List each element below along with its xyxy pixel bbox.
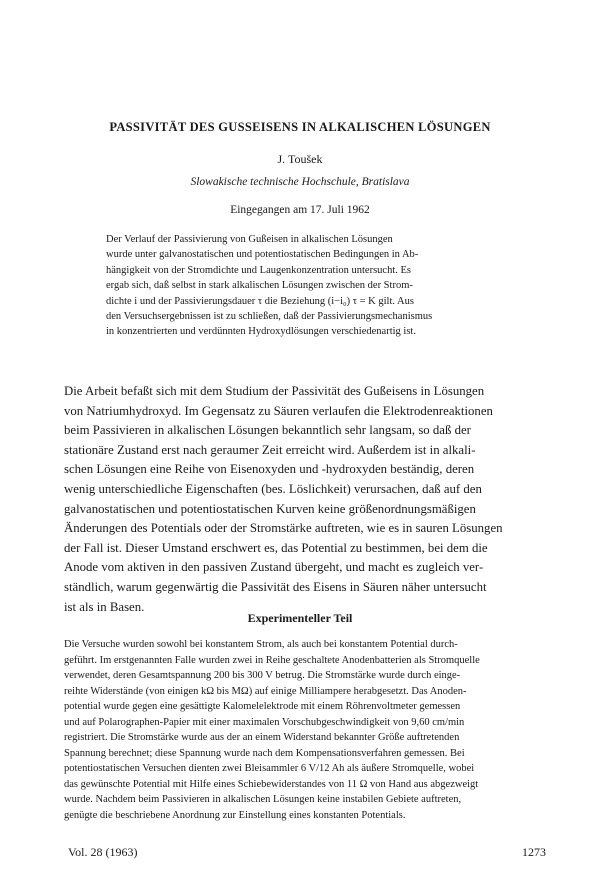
section-heading: Experimenteller Teil <box>247 611 353 625</box>
author-affiliation: Slowakische technische Hochschule, Bratislava <box>190 176 410 188</box>
intro-line: schen Lösungen eine Reihe von Eisenoxyden und -hydroxyden beständig, deren <box>64 462 475 477</box>
intro-line: Änderungen des Potentials oder der Stromstärke auftreten, wie es in sauren Lösungen <box>64 521 503 536</box>
experimental-line: das gewünschte Potential mit Hilfe eines Schiebewiderstandes von 11 Ω von Hand aus abgezweigt <box>64 778 479 790</box>
abstract-line: wurde unter galvanostatischen und potentiostatischen Bedingungen in Ab- <box>106 249 419 261</box>
abstract-line: in konzentrierten und verdünnten Hydroxydlösungen verschiedenartig ist. <box>106 326 416 338</box>
intro-line: wenig unterschiedliche Eigenschaften (bes. Löslichkeit) verursachen, daß auf den <box>64 481 482 496</box>
experimental-line: verwendet, deren Gesamtspannung 200 bis 300 V betrug. Die Stromstärke wurde durch einge- <box>64 670 461 681</box>
experimental-line: geführt. Im erstgenannten Falle wurden zwei in Reihe geschaltete Anodenbatterien als Stromquelle <box>64 654 480 666</box>
abstract-line: dichte i und der Passivierungsdauer τ die Beziehung (i−i₀) τ = K gilt. Aus <box>106 295 414 307</box>
experimental-line: wurde. Nachdem beim Passivieren in alkalischen Lösungen keine instabilen Gebiete auftreten, <box>64 794 462 805</box>
author-name: J. Toušek <box>277 152 323 166</box>
experimental-line: potential wurde gegen eine gesättigte Kalomelelektrode mit einem Röhrenvoltmeter gemessen <box>64 701 461 712</box>
intro-line: Anode vom aktiven in den passiven Zustand übergeht, und macht es zugleich ver- <box>64 560 484 575</box>
experimental-paragraph <box>64 637 568 823</box>
experimental-line: Die Versuche wurden sowohl bei konstantem Strom, als auch bei konstantem Potential durch- <box>64 639 458 650</box>
received-date: Eingegangen am 17. Juli 1962 <box>230 204 370 216</box>
intro-line: beim Passivieren in alkalischen Lösungen bekanntlich sehr langsam, so daß der <box>64 423 471 438</box>
intro-line: ständlich, warum gegenwärtig die Passivität des Eisens in Säuren näher untersucht <box>64 579 487 594</box>
intro-line: der Fall ist. Dieser Umstand erschwert es, das Potential zu bestimmen, bei dem die <box>64 540 488 555</box>
article-title: PASSIVITÄT DES GUSSEISENS IN ALKALISCHEN LÖSUNGEN <box>109 120 491 134</box>
intro-line: galvanostatischen und potentiostatischen Kurven keine größenordnungsmäßigen <box>64 501 476 516</box>
abstract-line: den Versuchsergebnissen ist zu schließen, daß der Passivierungsmechanismus <box>106 311 433 323</box>
experimental-line: Spannung berechnet; diese Spannung wurde nach dem Kompensationsverfahren gemessen. Bei <box>64 747 465 759</box>
page-number: 1273 <box>522 845 546 859</box>
journal-volume: Vol. 28 (1963) <box>68 845 138 859</box>
experimental-line: registriert. Die Stromstärke wurde aus der an einem Widerstand bekannter Größe auftretenden <box>64 732 460 743</box>
intro-line: von Natriumhydroxyd. Im Gegensatz zu Säuren verlaufen die Elektrodenreaktionen <box>64 403 493 418</box>
abstract-line: hängigkeit von der Stromdichte und Laugenkonzentration untersucht. Es <box>106 264 412 276</box>
intro-line: stationäre Zustand erst nach geraumer Zeit erreicht wird. Außerdem ist in alkali- <box>64 442 476 457</box>
experimental-line: potentiostatischen Versuchen dienten zwei Bleisammler 6 V/12 Ah als äußere Stromquelle, wobei <box>64 763 475 774</box>
experimental-line: genügte die beschriebene Anordnung zur Einstellung eines konstanten Potentials. <box>64 809 406 821</box>
abstract <box>106 232 516 340</box>
intro-paragraph <box>64 382 568 617</box>
experimental-line: reihte Widerstände (von einigen kΩ bis MΩ) auf einige Milliampere herabgesetzt. Das Anoden- <box>64 685 467 697</box>
abstract-line: Der Verlauf der Passivierung von Gußeisen in alkalischen Lösungen <box>106 234 393 245</box>
intro-line: ist als in Basen. <box>64 599 145 614</box>
abstract-line: ergab sich, daß selbst in stark alkalischen Lösungen zwischen der Strom- <box>106 280 413 292</box>
experimental-line: und auf Polarographen-Papier mit einer maximalen Vorschubgeschwindigkeit von 9,60 cm/min <box>64 716 465 728</box>
intro-line: Die Arbeit befaßt sich mit dem Studium der Passivität des Gußeisens in Lösungen <box>64 384 485 398</box>
